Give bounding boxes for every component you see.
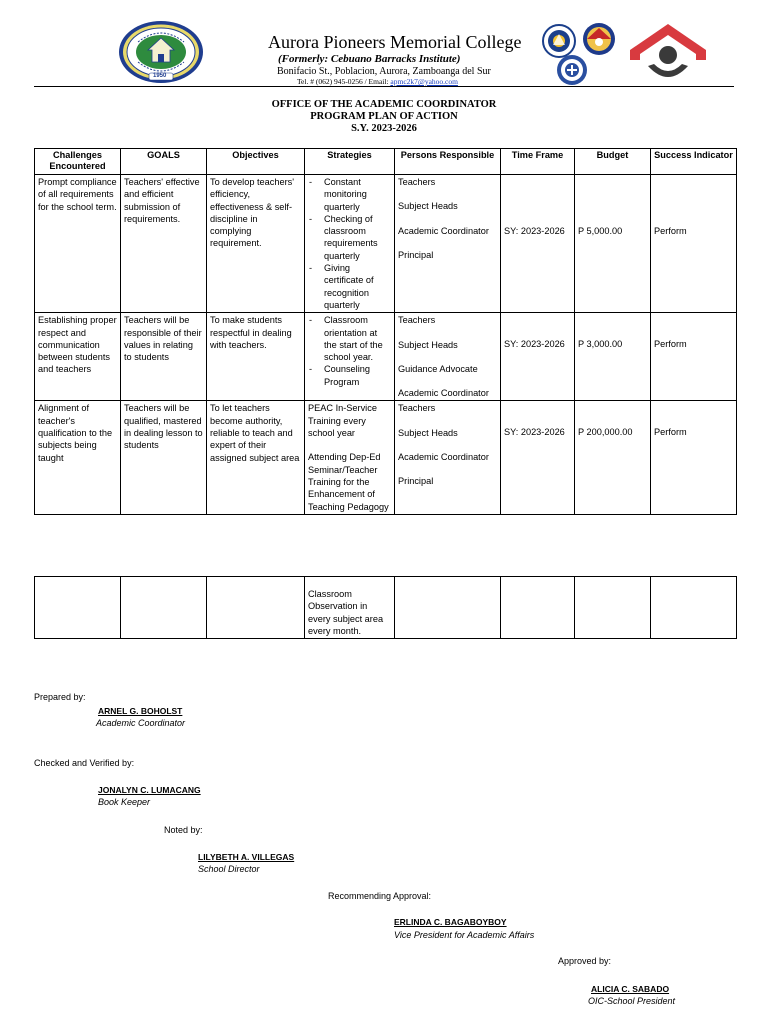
college-address: Bonifacio St., Poblacion, Aurora, Zamboanga del Sur [277, 66, 491, 77]
college-contact [297, 77, 458, 86]
recommending-name: ERLINDA C. BAGABOYBOY [394, 917, 507, 927]
recommending-label: Recommending Approval: [328, 891, 432, 901]
timeframe-cell [501, 401, 575, 514]
objective-cell: To let teachers become authority, reliable to teach and expert of their assigned subject area [207, 401, 305, 514]
budget-cell [575, 175, 651, 313]
strategy-item: - Constant monitoring quarterly [324, 176, 391, 213]
noted-by-name: LILYBETH A. VILLEGAS [198, 852, 295, 862]
formerly-name: (Formerly: Cebuano Barracks Institute) [278, 53, 461, 65]
challenge-cell: Prompt compliance of all requirements for the school term. [35, 175, 121, 313]
strategies-cell [305, 175, 395, 313]
telephone-text: Tel. # (062) 945-0256 / Email: [297, 77, 389, 86]
budget-value: P 200,000.00 [578, 427, 633, 438]
timeframe-cell [501, 175, 575, 313]
person-item: Guidance Advocate [398, 363, 478, 374]
college-seal-logo [118, 20, 204, 84]
persons-cell [395, 175, 501, 313]
challenge-cell: Alignment of teacher's qualification to the subjects being taught [35, 401, 121, 514]
strategy-paragraph: Attending Dep-Ed Seminar/Teacher Training for the Enhancement of Teaching Pedagogy [308, 452, 389, 512]
strategy-paragraph: PEAC In-Service Training every school year [308, 403, 377, 439]
strategy-item: - Counseling Program [324, 363, 391, 388]
objective-cell: To make students respectful in dealing with teachers. [207, 313, 305, 401]
noted-by-label: Noted by: [164, 825, 203, 835]
person-item: Subject Heads [398, 339, 458, 350]
school-year-title: S.Y. 2023-2026 [351, 123, 417, 134]
deped-seal-icon [542, 24, 576, 58]
person-item: Academic Coordinator [398, 225, 489, 236]
budget-value: P 3,000.00 [578, 339, 623, 350]
budget-value: P 5,000.00 [578, 226, 623, 236]
strategy-item: - Giving certificate of recognition quarterly [324, 262, 391, 311]
document-title [0, 99, 768, 135]
person-item: Subject Heads [398, 427, 458, 438]
empty-cell [395, 577, 501, 639]
noted-by-role: School Director [198, 864, 260, 874]
budget-cell [575, 401, 651, 514]
timeframe-value: SY: 2023-2026 [504, 427, 565, 438]
indicator-cell [651, 401, 737, 514]
strategy-paragraph: Classroom Observation in every subject area every month. [308, 589, 384, 636]
table-row [35, 313, 737, 401]
timeframe-value: SY: 2023-2026 [504, 226, 565, 236]
empty-cell [501, 577, 575, 639]
timeframe-value: SY: 2023-2026 [504, 339, 565, 350]
header-timeframe: Time Frame [501, 149, 575, 175]
person-item: Principal [398, 249, 434, 260]
empty-cell [651, 577, 737, 639]
header-goals: GOALS [121, 149, 207, 175]
college-name: Aurora Pioneers Memorial College [268, 32, 522, 52]
approved-by-label: Approved by: [558, 956, 612, 966]
indicator-value: Perform [654, 427, 687, 438]
strategies-cell [305, 577, 395, 639]
goal-cell: Teachers will be qualified, mastered in dealing lesson to students [121, 401, 207, 514]
approved-by-name: ALICIA C. SABADO [591, 984, 670, 994]
person-item: Teachers [398, 403, 436, 414]
recommending-role: Vice President for Academic Affairs [394, 930, 535, 940]
indicator-value: Perform [654, 339, 687, 350]
header-strategies: Strategies [305, 149, 395, 175]
email-link[interactable]: apmc2k7@yahoo.com [390, 77, 458, 86]
strategy-item: - Checking of classroom requirements quarterly [324, 213, 391, 262]
office-title: OFFICE OF THE ACADEMIC COORDINATOR [271, 99, 497, 110]
goal-cell: Teachers' effective and efficient submission of requirements. [121, 175, 207, 313]
approved-by-role: OIC-School President [588, 996, 676, 1006]
indicator-cell [651, 313, 737, 401]
empty-cell [575, 577, 651, 639]
plan-title: PROGRAM PLAN OF ACTION [310, 111, 458, 122]
checked-by-label: Checked and Verified by: [34, 758, 135, 768]
challenge-cell: Establishing proper respect and communication between students and teachers [35, 313, 121, 401]
empty-cell [121, 577, 207, 639]
plan-of-action-table [34, 148, 737, 515]
person-item: Teachers [398, 177, 436, 187]
header-persons: Persons Responsible [395, 149, 501, 175]
checked-by-role: Book Keeper [98, 797, 151, 807]
person-item: Teachers [398, 315, 436, 326]
header-challenges: Challenges Encountered [35, 149, 121, 175]
prepared-by-role: Academic Coordinator [96, 718, 186, 728]
person-item: Subject Heads [398, 201, 458, 212]
prepared-by-label: Prepared by: [34, 692, 86, 702]
header-budget: Budget [575, 149, 651, 175]
budget-cell [575, 313, 651, 401]
continuation-table [34, 576, 737, 639]
tesda-seal-icon [556, 54, 588, 86]
indicator-value: Perform [654, 226, 687, 236]
timeframe-cell [501, 313, 575, 401]
person-item: Principal [398, 476, 434, 487]
strategies-cell [305, 313, 395, 401]
persons-cell [395, 401, 501, 514]
strategy-item: - Classroom orientation at the start of the school year. [324, 314, 391, 363]
objective-cell: To develop teachers' efficiency, effectiveness & self-discipline in complying requirement. [207, 175, 305, 313]
header-divider [34, 86, 734, 87]
house-logo-icon [628, 20, 708, 84]
table-row [35, 175, 737, 313]
header-indicator: Success Indicator [651, 149, 737, 175]
logo-year: 1950 [153, 72, 167, 79]
table-row [35, 401, 737, 514]
goal-cell: Teachers will be responsible of their values in relating to students [121, 313, 207, 401]
ched-seal-icon [582, 22, 616, 56]
empty-cell [207, 577, 305, 639]
person-item: Academic Coordinator [398, 452, 489, 463]
persons-cell [395, 313, 501, 401]
strategies-cell [305, 401, 395, 514]
empty-cell [35, 577, 121, 639]
table-header-row [35, 149, 737, 175]
header-objectives: Objectives [207, 149, 305, 175]
checked-by-name: JONALYN C. LUMACANG [98, 785, 201, 795]
indicator-cell [651, 175, 737, 313]
prepared-by-name: ARNEL G. BOHOLST [98, 706, 183, 716]
table-row [35, 577, 737, 639]
person-item: Academic Coordinator [398, 388, 489, 399]
